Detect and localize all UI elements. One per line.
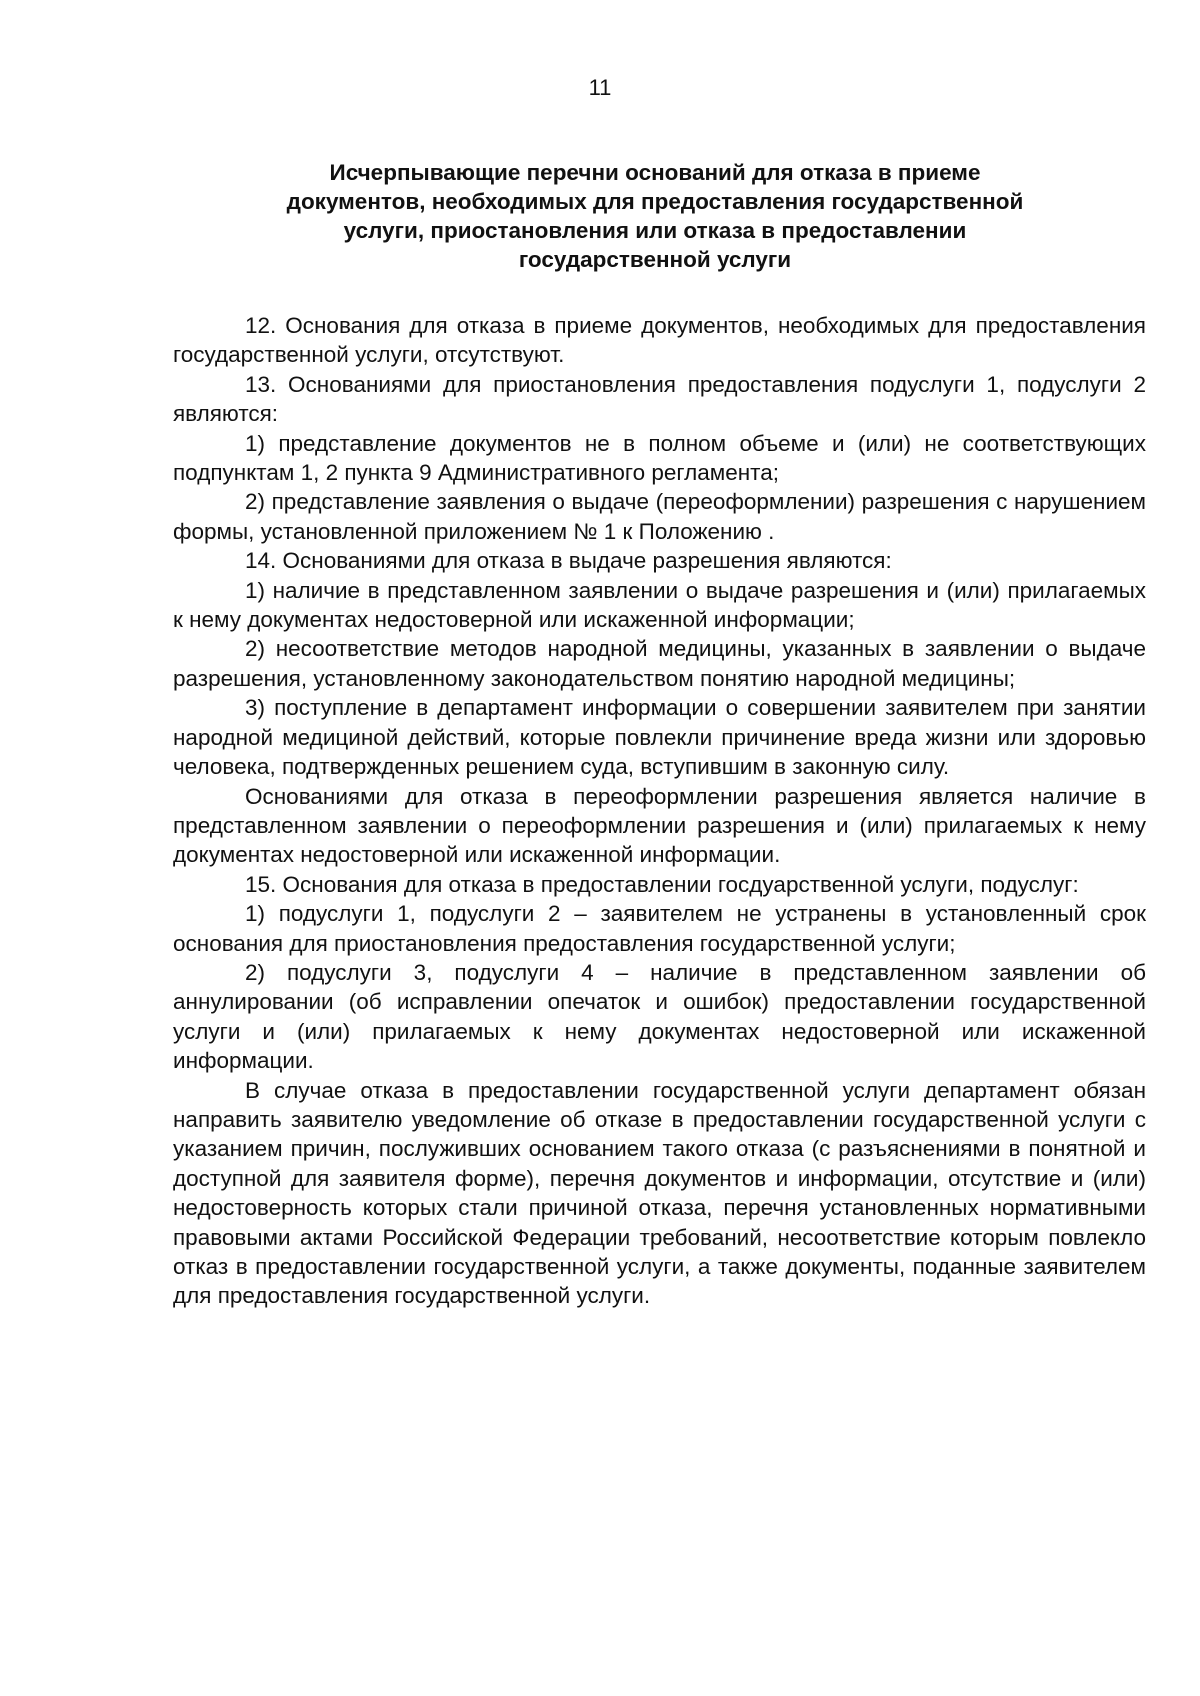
paragraph-13: 13. Основаниями для приостановления предоставления подуслуги 1, подуслуги 2 являются: bbox=[173, 371, 1146, 427]
paragraph-14: 14. Основаниями для отказа в выдаче разрешения являются: bbox=[245, 548, 892, 574]
paragraph-15-item-1: 1) подуслуги 1, подуслуги 2 – заявителем не устранены в установленный срок основания для приостановления предоставления государственной услуги; bbox=[173, 901, 1146, 956]
paragraph-14-item-2: 2) несоответствие методов народной медицины, указанных в заявлении о выдаче разрешения, установленному законодательством понятию народной медицины; bbox=[173, 636, 1146, 691]
section-title-line: документов, необходимых для предоставления государственной bbox=[286, 189, 1024, 214]
paragraph-refusal-notice: В случае отказа в предоставлении государственной услуги департамент обязан направить заявителю уведомление об отказе в предоставлении государственной услуги с указанием причин, послуживших основанием такого отказа (с разъяснениями в понятной и доступной для заявителя форме), перечня документов и информации, отсутствие и (или) недостоверность которых стали причиной отказа, перечня установленных нормативными правовыми актами Российской Федерации требований, несоответствие которым повлекло отказ в предоставлении государственной услуги, а также документы, поданные заявителем для предоставления государственной услуги. bbox=[173, 1077, 1146, 1309]
paragraph-15: 15. Основания для отказа в предоставлении госдуарственной услуги, подуслуг: bbox=[245, 871, 1079, 897]
paragraph-13-item-1: 1) представление документов не в полном объеме и (или) не соответствующих подпунктам 1, 2 пункта 9 Административного регламента; bbox=[173, 430, 1146, 486]
paragraph-14-reissue: Основаниями для отказа в переоформлении разрешения является наличие в представленном заявлении о переоформлении разрешения и (или) прилагаемых к нему документах недостоверной или искаженной информации. bbox=[173, 783, 1146, 868]
document-body bbox=[173, 311, 1146, 1311]
paragraph-14-item-1: 1) наличие в представленном заявлении о выдаче разрешения и (или) прилагаемых к нему документах недостоверной или искаженной информации; bbox=[173, 577, 1146, 633]
paragraph-15-item-2: 2) подуслуги 3, подуслуги 4 – наличие в представленном заявлении об аннулировании (об исправлении опечаток и ошибок) предоставлении государственной услуги и (или) прилагаемых к нему документах недостоверной или искаженной информации. bbox=[173, 959, 1146, 1074]
section-title-line: услуги, приостановления или отказа в предоставлении bbox=[343, 218, 967, 243]
paragraph-13-item-2: 2) представление заявления о выдаче (переоформлении) разрешения с нарушением формы, установленной приложением № 1 к Положению . bbox=[173, 489, 1146, 544]
section-title-line: Исчерпывающие перечни оснований для отказа в приеме bbox=[329, 160, 981, 185]
page-number: 11 bbox=[588, 75, 612, 100]
paragraph-12: 12. Основания для отказа в приеме документов, необходимых для предоставления государственной услуги, отсутствуют. bbox=[173, 313, 1146, 368]
section-title-line: государственной услуги bbox=[518, 247, 792, 272]
paragraph-14-item-3: 3) поступление в департамент информации о совершении заявителем при занятии народной медициной действий, которые повлекли причинение вреда жизни или здоровью человека, подтвержденных решением суда, вступившим в законную силу. bbox=[173, 695, 1146, 780]
section-title bbox=[215, 158, 1095, 274]
